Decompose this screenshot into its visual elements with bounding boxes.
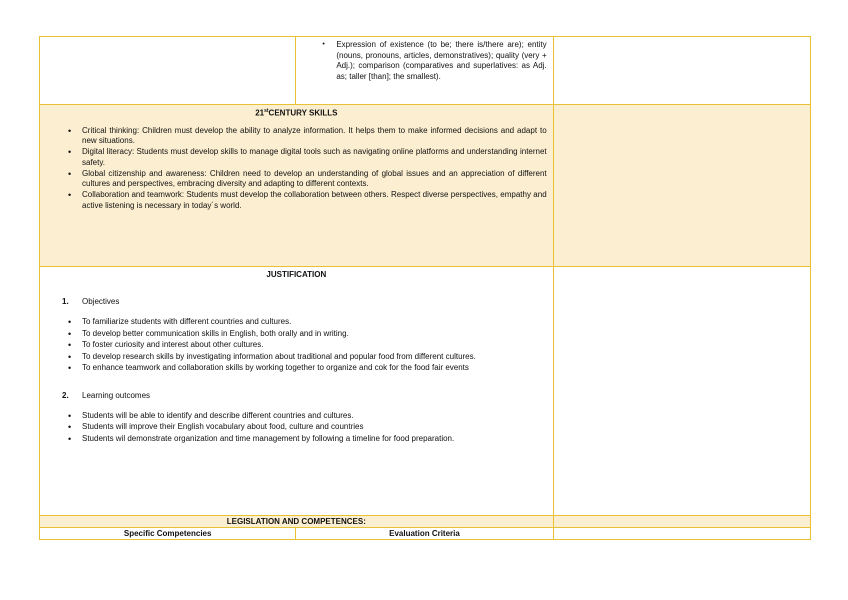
evaluation-criteria-header: Evaluation Criteria: [296, 528, 553, 540]
planning-table: [39, 36, 811, 540]
objectives-title: 1. Objectives: [62, 297, 120, 306]
list-item: • To develop better communication skills in English, both orally and in writing.: [82, 329, 547, 340]
list-item: • To familiarize students with different countries and cultures.: [82, 317, 547, 328]
skills-row: [40, 105, 811, 267]
specific-competencies-header: Specific Competencies: [40, 528, 296, 540]
list-item: • Students wil demonstrate organization and time management by following a timeline for food preparation.: [82, 434, 547, 445]
empty-cell: [40, 37, 296, 105]
competences-header-row: [40, 528, 811, 540]
skills-side-cell: [553, 105, 810, 267]
list-item: • To enhance teamwork and collaboration skills by working together to organize and cok for the food fair events: [82, 363, 547, 374]
list-item: • Digital literacy: Students must develop skills to manage digital tools such as navigating online platforms and understanding internet safety.: [82, 147, 547, 168]
justification-cell: [40, 267, 554, 516]
outcomes-title: 2. Learning outcomes: [62, 390, 151, 400]
empty-cell: [553, 528, 810, 540]
legislation-row: [40, 516, 811, 528]
justification-row: [40, 267, 811, 516]
list-item: • Collaboration and teamwork: Students must develop the collaboration between others. Respect diverse perspectives, empathy and active listening is necessary in today´s world.: [82, 190, 547, 211]
empty-cell: [553, 37, 810, 105]
list-item: • Critical thinking: Children must develop the ability to analyze information. It helps them to make informed decisions and adapt to new situations.: [82, 126, 547, 147]
list-item: • To foster curiosity and interest about other cultures.: [82, 340, 547, 351]
legislation-heading: LEGISLATION AND COMPETENCES:: [40, 516, 554, 528]
skills-heading: 21stCENTURY SKILLS: [255, 108, 338, 118]
grammar-cell: [296, 37, 553, 105]
list-item: • Global citizenship and awareness: Children need to develop an understanding of global issues and an appreciation of different cultures and perspectives, embracing diversity and adapting to different contexts.: [82, 169, 547, 190]
list-item: • Expression of existence (to be; there is/there are); entity (nouns, pronouns, articles, demonstratives); quality (very + Adj.); comparison (comparatives and superlatives: as Adj. as; taller [than]; the smallest).: [336, 40, 546, 82]
list-item: • Students will be able to identify and describe different countries and cultures.: [82, 411, 547, 422]
grammar-row: [40, 37, 811, 105]
list-item: • To develop research skills by investigating information about traditional and popular food from different cultures.: [82, 352, 547, 363]
skills-cell: [40, 105, 554, 267]
justification-heading: JUSTIFICATION: [266, 270, 327, 279]
legislation-side-cell: [553, 516, 810, 528]
list-item: • Students will improve their English vocabulary about food, culture and countries: [82, 422, 547, 433]
justification-side-cell: [553, 267, 810, 516]
